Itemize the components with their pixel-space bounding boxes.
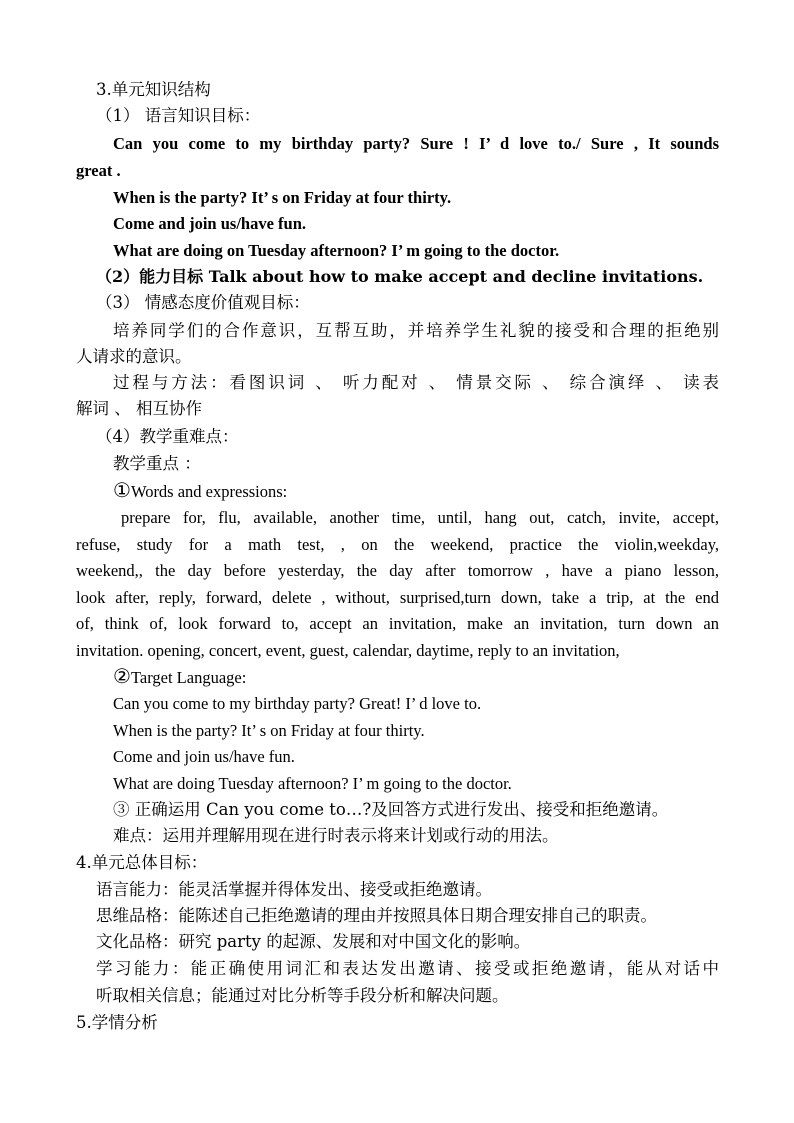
goal-learning-ability-1: 学习能力：能正确使用词汇和表达发出邀请、接受或拒绝邀请，能从对话中: [96, 959, 719, 978]
words-line-1: prepare for, flu, available, another time, until, hang out, catch, invite, accept,: [121, 508, 719, 527]
target-line-1: Can you come to my birthday party? Great! I’ d love to.: [113, 694, 482, 713]
words-line-2: refuse, study for a math test, , on the weekend, practice the violin,weekday,: [76, 535, 719, 554]
language-line-3: Come and join us/have fun.: [113, 214, 306, 233]
words-expressions-label: Words and expressions:: [130, 482, 288, 501]
target-line-3: Come and join us/have fun.: [113, 747, 295, 766]
process-method-line-1: 过程与方法：看图识词 、 听力配对 、 情景交际 、 综合演绎 、 读表: [113, 373, 719, 392]
goal-thinking-quality: 思维品格：能陈述自己拒绝邀请的理由并按照具体日期合理安排自己的职责。: [96, 906, 657, 925]
circled-number-1: ①: [113, 480, 131, 502]
attitude-line-1: 培养同学们的合作意识，互帮互助，并培养学生礼貌的接受和合理的拒绝别: [113, 321, 719, 340]
language-line-2: When is the party? It’ s on Friday at four thirty.: [113, 188, 452, 207]
circled-number-2: ②: [113, 666, 131, 688]
target-line-2: When is the party? It’ s on Friday at four thirty.: [113, 721, 425, 740]
process-method-line-2: 解词 、 相互协作: [76, 399, 202, 418]
item-3-usage: ③ 正确运用 Can you come to…?及回答方式进行发出、接受和拒绝邀请。: [113, 800, 669, 819]
target-language-heading: [113, 666, 246, 689]
language-line-1: Can you come to my birthday party? Sure ! I’ d love to./ Sure , It sounds: [113, 134, 719, 153]
goal-language-ability: 语言能力：能灵活掌握并得体发出、接受或拒绝邀请。: [96, 880, 492, 899]
attitude-line-2: 人请求的意识。: [76, 347, 192, 366]
words-line-5: of, think of, look forward to, accept an invitation, make an invitation, turn down an: [76, 614, 719, 633]
section-3-title: 3.单元知识结构: [96, 80, 211, 99]
words-line-6: invitation. opening, concert, event, guest, calendar, daytime, reply to an invitation,: [76, 641, 620, 660]
goal-cultural-quality: 文化品格：研究 party 的起源、发展和对中国文化的影响。: [96, 932, 531, 951]
words-line-4: look after, reply, forward, delete , without, surprised,turn down, take a trip, at the end: [76, 588, 719, 607]
language-line-1-cont: great .: [76, 161, 121, 180]
goal-learning-ability-2: 听取相关信息；能通过对比分析等手段分析和解决问题。: [96, 986, 509, 1005]
key-points-label: 教学重点 ：: [113, 454, 201, 473]
words-line-3: weekend,, the day before yesterday, the day after tomorrow , have a piano lesson,: [76, 561, 719, 580]
section-4-title: 4.单元总体目标：: [76, 853, 208, 872]
language-line-4: What are doing on Tuesday afternoon? I’ m going to the doctor.: [113, 241, 560, 260]
difficult-point: 难点：运用并理解用现在进行时表示将来计划或行动的用法。: [113, 826, 559, 845]
words-expressions-heading: [113, 480, 287, 503]
language-knowledge-heading: （1） 语言知识目标：: [96, 106, 261, 125]
attitude-goal-heading: （3） 情感态度价值观目标：: [96, 293, 310, 312]
section-5-title: 5.学情分析: [76, 1013, 158, 1032]
ability-goal: （2）能力目标 Talk about how to make accept and decline invitations.: [96, 267, 704, 286]
target-language-label: Target Language:: [130, 668, 247, 687]
key-difficult-heading: （4）教学重难点：: [96, 427, 239, 446]
target-line-4: What are doing Tuesday afternoon? I’ m going to the doctor.: [113, 774, 512, 793]
